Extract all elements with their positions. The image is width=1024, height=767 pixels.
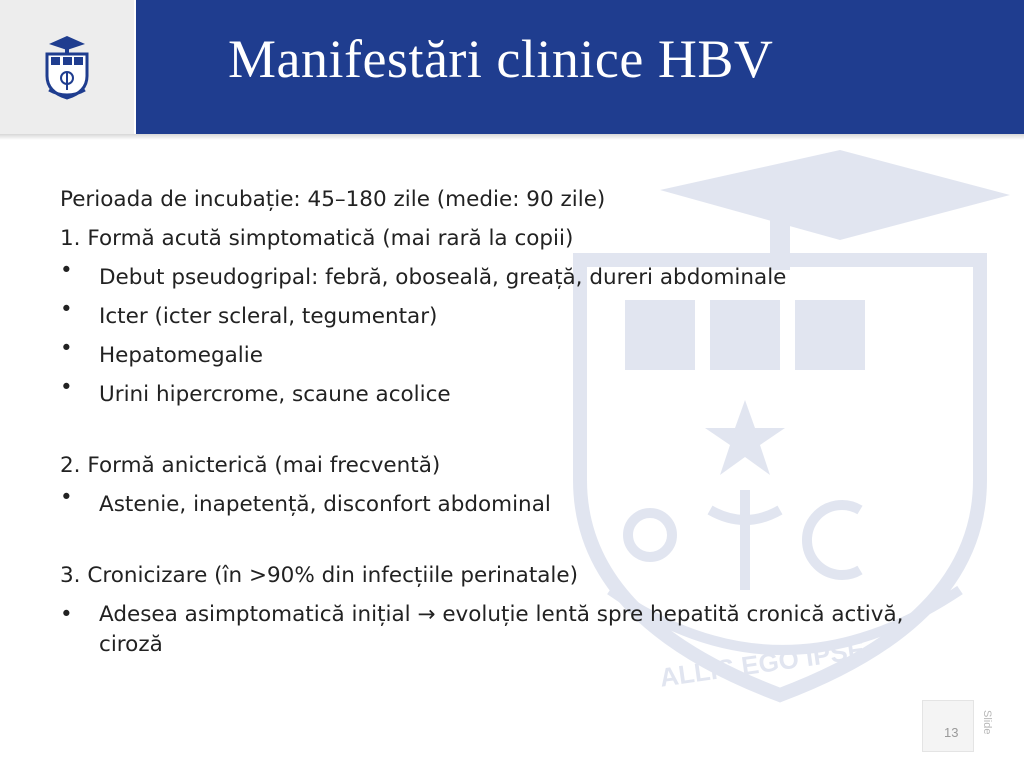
list-item-text: Adesea asimptomatică inițial → evoluție lentă spre hepatită cronică activă, ciroză <box>99 602 904 657</box>
incubation-text: Perioada de incubație: 45–180 zile (medie: 90 zile) <box>60 187 606 212</box>
list-item <box>60 297 940 336</box>
slide-number: 13 <box>944 725 959 740</box>
slide-content <box>60 180 940 660</box>
bullet-icon: • <box>60 485 73 510</box>
svg-text:ALLIS EGO IPSE: ALLIS EGO IPSE <box>657 634 867 693</box>
bullet-icon: • <box>60 375 73 400</box>
list-item-text: Hepatomegalie <box>99 343 263 368</box>
spacer <box>60 414 940 446</box>
page-title: Manifestări clinice HBV <box>228 29 774 89</box>
logo-panel <box>0 0 134 134</box>
list-item-text: Urini hipercrome, scaune acolice <box>99 382 451 407</box>
list-item <box>60 485 940 524</box>
bullet-icon: • <box>60 336 73 361</box>
spacer <box>60 524 940 556</box>
section-3-heading: 3. Cronicizare (în >90% din infecțiile perinatale) <box>60 563 579 588</box>
section-2-heading: 2. Formă anicterică (mai frecventă) <box>60 453 441 478</box>
bullet-icon: • <box>60 602 73 627</box>
bullet-icon: • <box>60 258 73 283</box>
slide-tag: Slide <box>981 710 993 735</box>
bullet-icon: • <box>60 297 73 322</box>
list-item-text: Icter (icter scleral, tegumentar) <box>99 304 438 329</box>
list-item <box>60 375 940 414</box>
university-crest-icon <box>43 34 91 100</box>
section-1-heading: 1. Formă acută simptomatică (mai rară la copii) <box>60 226 574 251</box>
list-item-text: Debut pseudogripal: febră, oboseală, greață, dureri abdominale <box>99 265 787 290</box>
list-item-text: Astenie, inapetență, disconfort abdominal <box>99 492 551 517</box>
list-item <box>60 595 940 660</box>
title-shadow <box>0 134 1024 140</box>
list-item <box>60 336 940 375</box>
list-item <box>60 258 940 297</box>
